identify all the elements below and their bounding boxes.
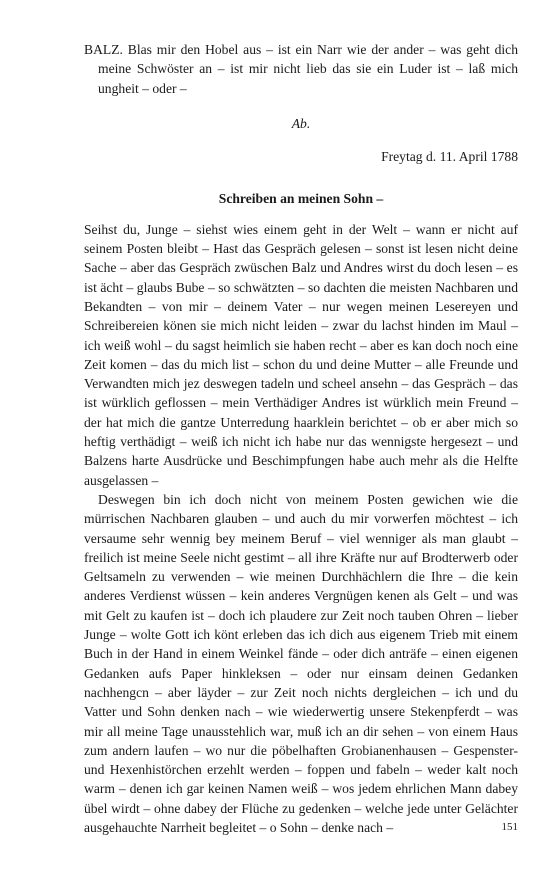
page-body — [84, 40, 518, 837]
paragraph-1: Seihst du, Junge – siehst wies einem geht in der Welt – wann er nicht auf seinem Posten bleibt – Hast das Gespräch gelesen – sonst ist lesen nicht deine Sache – aber das Gespräch zwüschen Balz und Andres wirst du doch lesen – es ist ächt – glaubs Bube – so schwätzten – so dachten die meisten Nachbaren und Bekandten – von mir – deinem Vater – nur wegen meinen Lesereyen und Schreibereien könen sie mich nicht leiden – zwar du lachst hinden im Maul – ich weiß wohl – du sagst heimlich sie haben recht – aber es kan doch noch eine Zeit komen – das du mich list – schon du und deine Mutter – alle Freunde und Verwandten mich jez deswegen tadeln und scheel ansehn – das Gespräch – das ist würklich geflossen – mein Verthädiger Andres ist würklich mein Freund – der hat mich die gantze Unterredung haarklein berichtet – ob er aber mich so heftig verthädigt – weiß ich nicht ich habe nur das wennigste hergesezt – und Balzens harte Ausdrücke und Beschimpfungen habe auch mehr als die Helfte ausgelassen – — [84, 221, 518, 488]
stage-direction: Ab. — [291, 115, 311, 131]
page-number: 151 — [501, 821, 518, 833]
dateline: Freytag d. 11. April 1788 — [381, 149, 518, 165]
section-heading: Schreiben an meinen Sohn – — [218, 191, 384, 207]
dialogue-speech — [84, 40, 518, 98]
paragraph-2: Deswegen bin ich doch nicht von meinem Posten gewichen wie die mürrischen Nachbaren glauben – und auch du mir vorwerfen möchtest – ich versaume sehr wennig bey meinem Beruf – viel wenniger als man glaubt – freilich ist meine Seele nicht gestimt – all ihre Kräfte nur auf Brodterwerb oder Geltsameln zu verwenden – wie meinen Durchhächlern die Ihre – die kein anderes Verdienst wüssen – kein anderes Vergnügen kenen als Gelt – und was mit Gelt zu kaufen ist – doch ich plaudere zur Zeit noch tauben Ohren – lieber Junge – wolte Gott ich könt erleben das ich dich aus eigenem Trieb mit einem Buch in der Hand in einem Weinkel fände – oder dich anträfe – einen eigenen Gedanken aufs Paper hinkleksen – oder nur einsam deinen Gedanken nachhengcn – aber läyder – zur Zeit noch nichts dergleichen – ich und du Vatter und Sohn denken nach – wie wiederwertig unsere Stekenpferdt – was mir all meine Tage unausstehlich war, muß ich an dir sehen – von einem Haus zum andern laufen – wo nur die pöbelhaften Grobianenhausen – Gespenster- und Hexenhistörchen erzehlt werden – foppen und fabeln – weder kalt noch warm – denen ich gar keinen Namen weiß – wos jedem ehrlichen Mann dabey übel wirdt – ohne dabey der Flüche zu gedenken – welche jede unter Gelächter ausgehauchte Narrheit begleitet – o Sohn – denke nach – — [84, 491, 518, 835]
speech-text: Blas mir den Hobel aus – ist ein Narr wie der ander – was geht dich meine Schwöster an – ist mir nicht lieb das sie ein Luder ist – laß mich ungheit – oder – — [98, 42, 518, 96]
speaker-name: BALZ. — [84, 42, 123, 57]
